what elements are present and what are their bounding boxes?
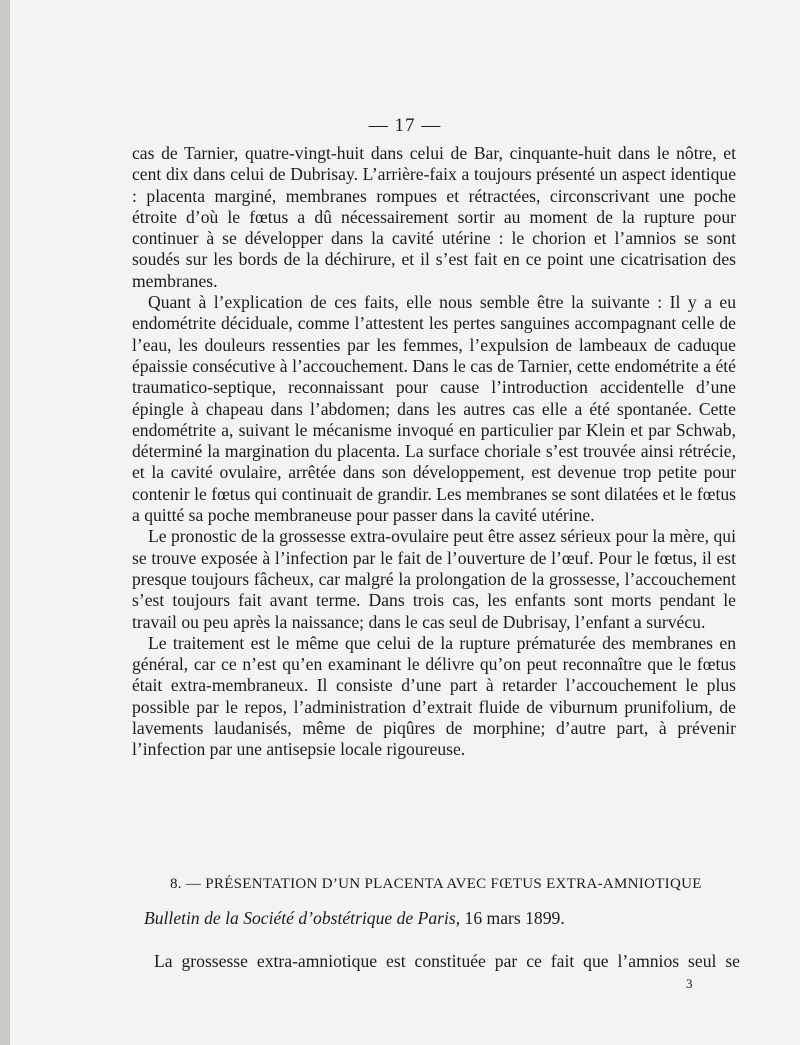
paragraph-4: Le traitement est le même que celui de la rupture prématurée des membranes en général, car ce n’est qu’en examinant le délivre qu’on peut reconnaître que le fœtus était extra-membraneux. Il consiste d’une part à retarder l’accouchement le plus possible par le repos, l’administration d’extrait fluide de viburnum prunifolium, de lavements laudanisés, même de piqûres de morphine; d’autre part, à prévenir l’infection par une antisepsie locale rigoureuse. — [132, 632, 736, 760]
source-citation — [144, 908, 744, 929]
paragraph-2: Quant à l’explication de ces faits, elle nous semble être la suivante : Il y a eu endométrite déciduale, comme l’attestent les pertes sanguines accompagnant celle de l’eau, les douleurs ressenties par les femmes, l’expulsion de lambeaux de caduque épaissie consécutive à l’accouchement. Dans le cas de Tarnier, cette endométrite a été traumatico-septique, reconnaissant pour cause l’introduction accidentelle d’une épingle à chapeau dans l’abdomen; dans les autres cas elle a été spontanée. Cette endométrite a, suivant le mécanisme invoqué en particulier par Klein et par Schwab, déterminé la margination du placenta. La surface choriale s’est trouvée ainsi rétrécie, et la cavité ovulaire, arrêtée dans son développement, est devenue trop petite pour contenir le fœtus qui continuait de grandir. Les membranes se sont dilatées et le fœtus a quitté sa poche membraneuse pour passer dans la cavité utérine. — [132, 292, 736, 526]
page-edge-shadow — [0, 0, 10, 1045]
closing-line: La grossesse extra-amniotique est constituée par ce fait que l’amnios seul se — [154, 951, 740, 971]
body-text — [132, 143, 736, 761]
source-date: 16 mars 1899. — [464, 908, 565, 928]
paragraph-1: cas de Tarnier, quatre-vingt-huit dans celui de Bar, cinquante-huit dans le nôtre, et cent dix dans celui de Dubrisay. L’arrière-faix a toujours présenté un aspect identique : placenta marginé, membranes rompues et rétractées, circonscrivant une poche étroite d’où le fœtus a dû nécessairement sortir au moment de la rupture pour continuer à se développer dans la cavité utérine : le chorion et l’amnios se sont soudés sur les bords de la déchirure, et il s’est fait en ce point une cicatrisation des membranes. — [132, 143, 736, 291]
document-page — [10, 0, 800, 1045]
paragraph-3: Le pronostic de la grossesse extra-ovulaire peut être assez sérieux pour la mère, qui se trouve exposée à l’infection par le fait de l’ouverture de l’œuf. Pour le fœtus, il est presque toujours fâcheux, car malgré la prolongation de la grossesse, l’accouchement s’est toujours fait avant terme. Dans trois cas, les enfants sont morts pendant le travail ou peu après la naissance; dans le cas seul de Dubrisay, l’enfant a survécu. — [132, 526, 736, 632]
section-heading: 8. — PRÉSENTATION D’UN PLACENTA AVEC FŒTUS EXTRA-AMNIOTIQUE — [170, 876, 702, 892]
page-number: — 17 — — [368, 115, 442, 136]
source-journal: Bulletin de la Société d’obstétrique de Paris, — [144, 908, 461, 928]
signature-mark: 3 — [686, 976, 693, 991]
